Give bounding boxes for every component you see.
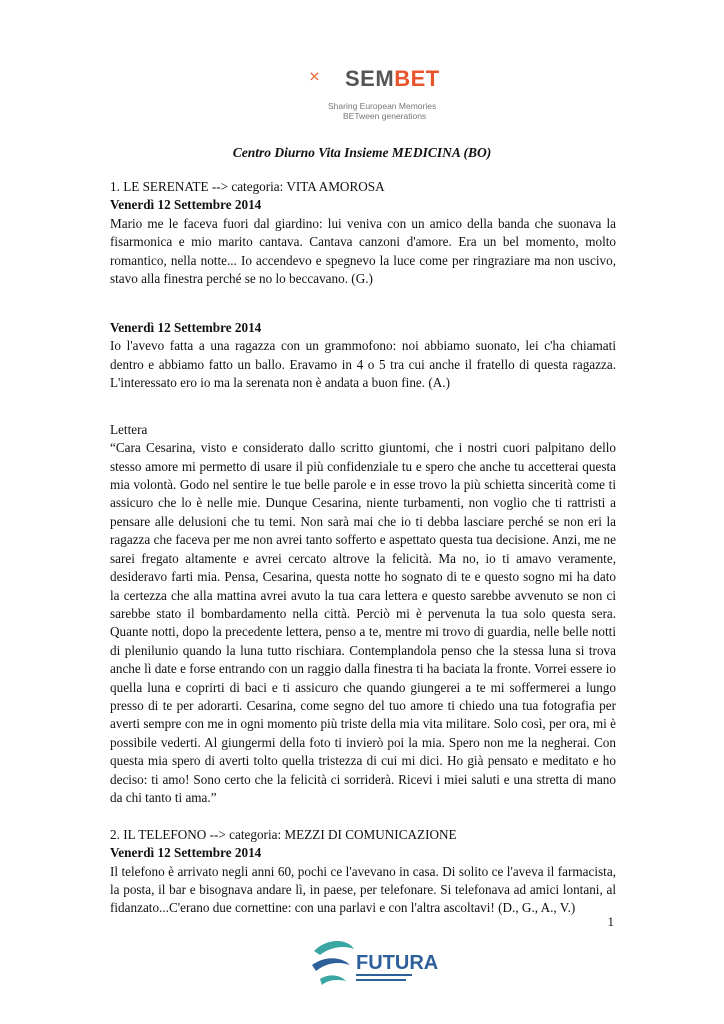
page-title: Centro Diurno Vita Insieme MEDICINA (BO) (232, 145, 492, 160)
section-2-text-1: Il telefono è arrivato negli anni 60, pochi ce l'avevano in casa. Di solito ce l'aveva il farmacista, la posta, il bar e bisognava andare lì, in paese, per telefonare. Si telefonava ad amici lontani, al fidanzato...C'erano due cornettine: con una parlavi e con l'altra ascoltavi! (D., G., A., V.) (110, 863, 616, 916)
sembet-logo-mark-icon (309, 64, 345, 96)
page-number: 1 (607, 914, 614, 929)
section-1-text-2: Io l'avevo fatta a una ragazza con un grammofono: noi abbiamo suonato, lei c'ha chiamati dentro e abbiamo fatto un ballo. Eravamo in 4 o 5 tra cui anche il fratello di questa ragazza. L'interessato ero io ma la serenata non è andata a buon fine. (A.) (110, 338, 616, 391)
letter-text: “Cara Cesarina, visto e considerato dallo scritto giuntomi, che i nostri cuori palpitano dello stesso amore mi permetto di usare il più confidenziale tu e spero che anche tu accetterai questa mia volontà. Godo nel sentire le tue belle parole e in esse trovo la più schietta sincerità come ti assicuro che lo è nelle mie. Dunque Cesarina, niente turbamenti, non voglio che ti rattristi a pensare alle delusioni che tu temi. Non sarà mai che io ti debba lasciare perché se non eri la ragazza che faceva per me non avrei tanto sofferto e aspettato questa tua decisione. Anzi, me ne sarei fregato altamente e avrei cercato altrove la felicità. Ma no, io ti amavo veramente, desideravo farti mia. Pensa, Cesarina, questa notte ho sognato di te e questo sogno mi ha dato la certezza che alla mattina avrei avuto la tua cara lettera e questo sarebbe avvenuto se non ci sarebbe stato il bombardamento nella città. Perciò mi è pervenuta la tua solo questa sera. Quante notti, dopo la precedente lettera, penso a te, mentre mi trovo di guardia, nelle belle notti di plenilunio quando la luna tutto rischiara. Contemplandola penso che la stessa luna si trova anche lì date e forse entrando con un raggio dalla finestra ti ha baciata la fronte. Vorrei essere io quella luna e coprirti di baci e ti assicuro che quando giungerei a te mi soffermerei a lungo presso di te per adorarti. Cesarina, come segno del tuo amore ti chiedo una tua fotografia per averti sempre con me in ogni momento più triste della mia vita militare. Solo così, per ora, mi è possibile vederti. Al giungermi della foto ti invierò poi la mia. Spero non me la negherai. Con questa mia spero di averti tolto quella tristezza di cui mi dici. Ho già pensato e meditato e ho deciso: ti amo! Sono certo che la felicità ci sorriderà. Ricevi i miei saluti e una stretta di mano da chi tanto ti ama.” (110, 440, 616, 805)
section-1-text-1: Mario me le faceva fuori dal giardino: lui veniva con un amico della banda che suonava la fisarmonica e mio marito cantava. Cantava canzoni d'amore. Era un bel momento, molto romantico, nella notte... Io accendevo e spegnevo la luce come per ringraziare ma non uscivo, stavo alla finestra perché se no lo beccavano. (G.) (110, 215, 616, 287)
section-2-date-1: Venerdì 12 Settembre 2014 (110, 845, 262, 861)
sembet-logo-text (345, 66, 440, 92)
tagline-line1: Sharing European Memories (328, 101, 437, 111)
sembet-tagline (328, 101, 436, 121)
futura-logo-text: FUTURA (356, 952, 439, 974)
section-1-date-1: Venerdì 12 Settembre 2014 (110, 197, 262, 213)
section-2-heading: 2. IL TELEFONO --> categoria: MEZZI DI COMUNICAZIONE (110, 826, 457, 842)
sembet-sem: SEM (345, 66, 395, 91)
section-1-heading: 1. LE SERENATE --> categoria: VITA AMOROSA (110, 179, 385, 194)
section-1-date-2: Venerdì 12 Settembre 2014 (110, 319, 262, 335)
document-body (110, 178, 616, 918)
futura-logo-icon (308, 933, 439, 989)
tagline-line2: BETween generations (343, 111, 427, 121)
sembet-bet: BET (394, 66, 440, 91)
letter-label: Lettera (110, 421, 148, 437)
